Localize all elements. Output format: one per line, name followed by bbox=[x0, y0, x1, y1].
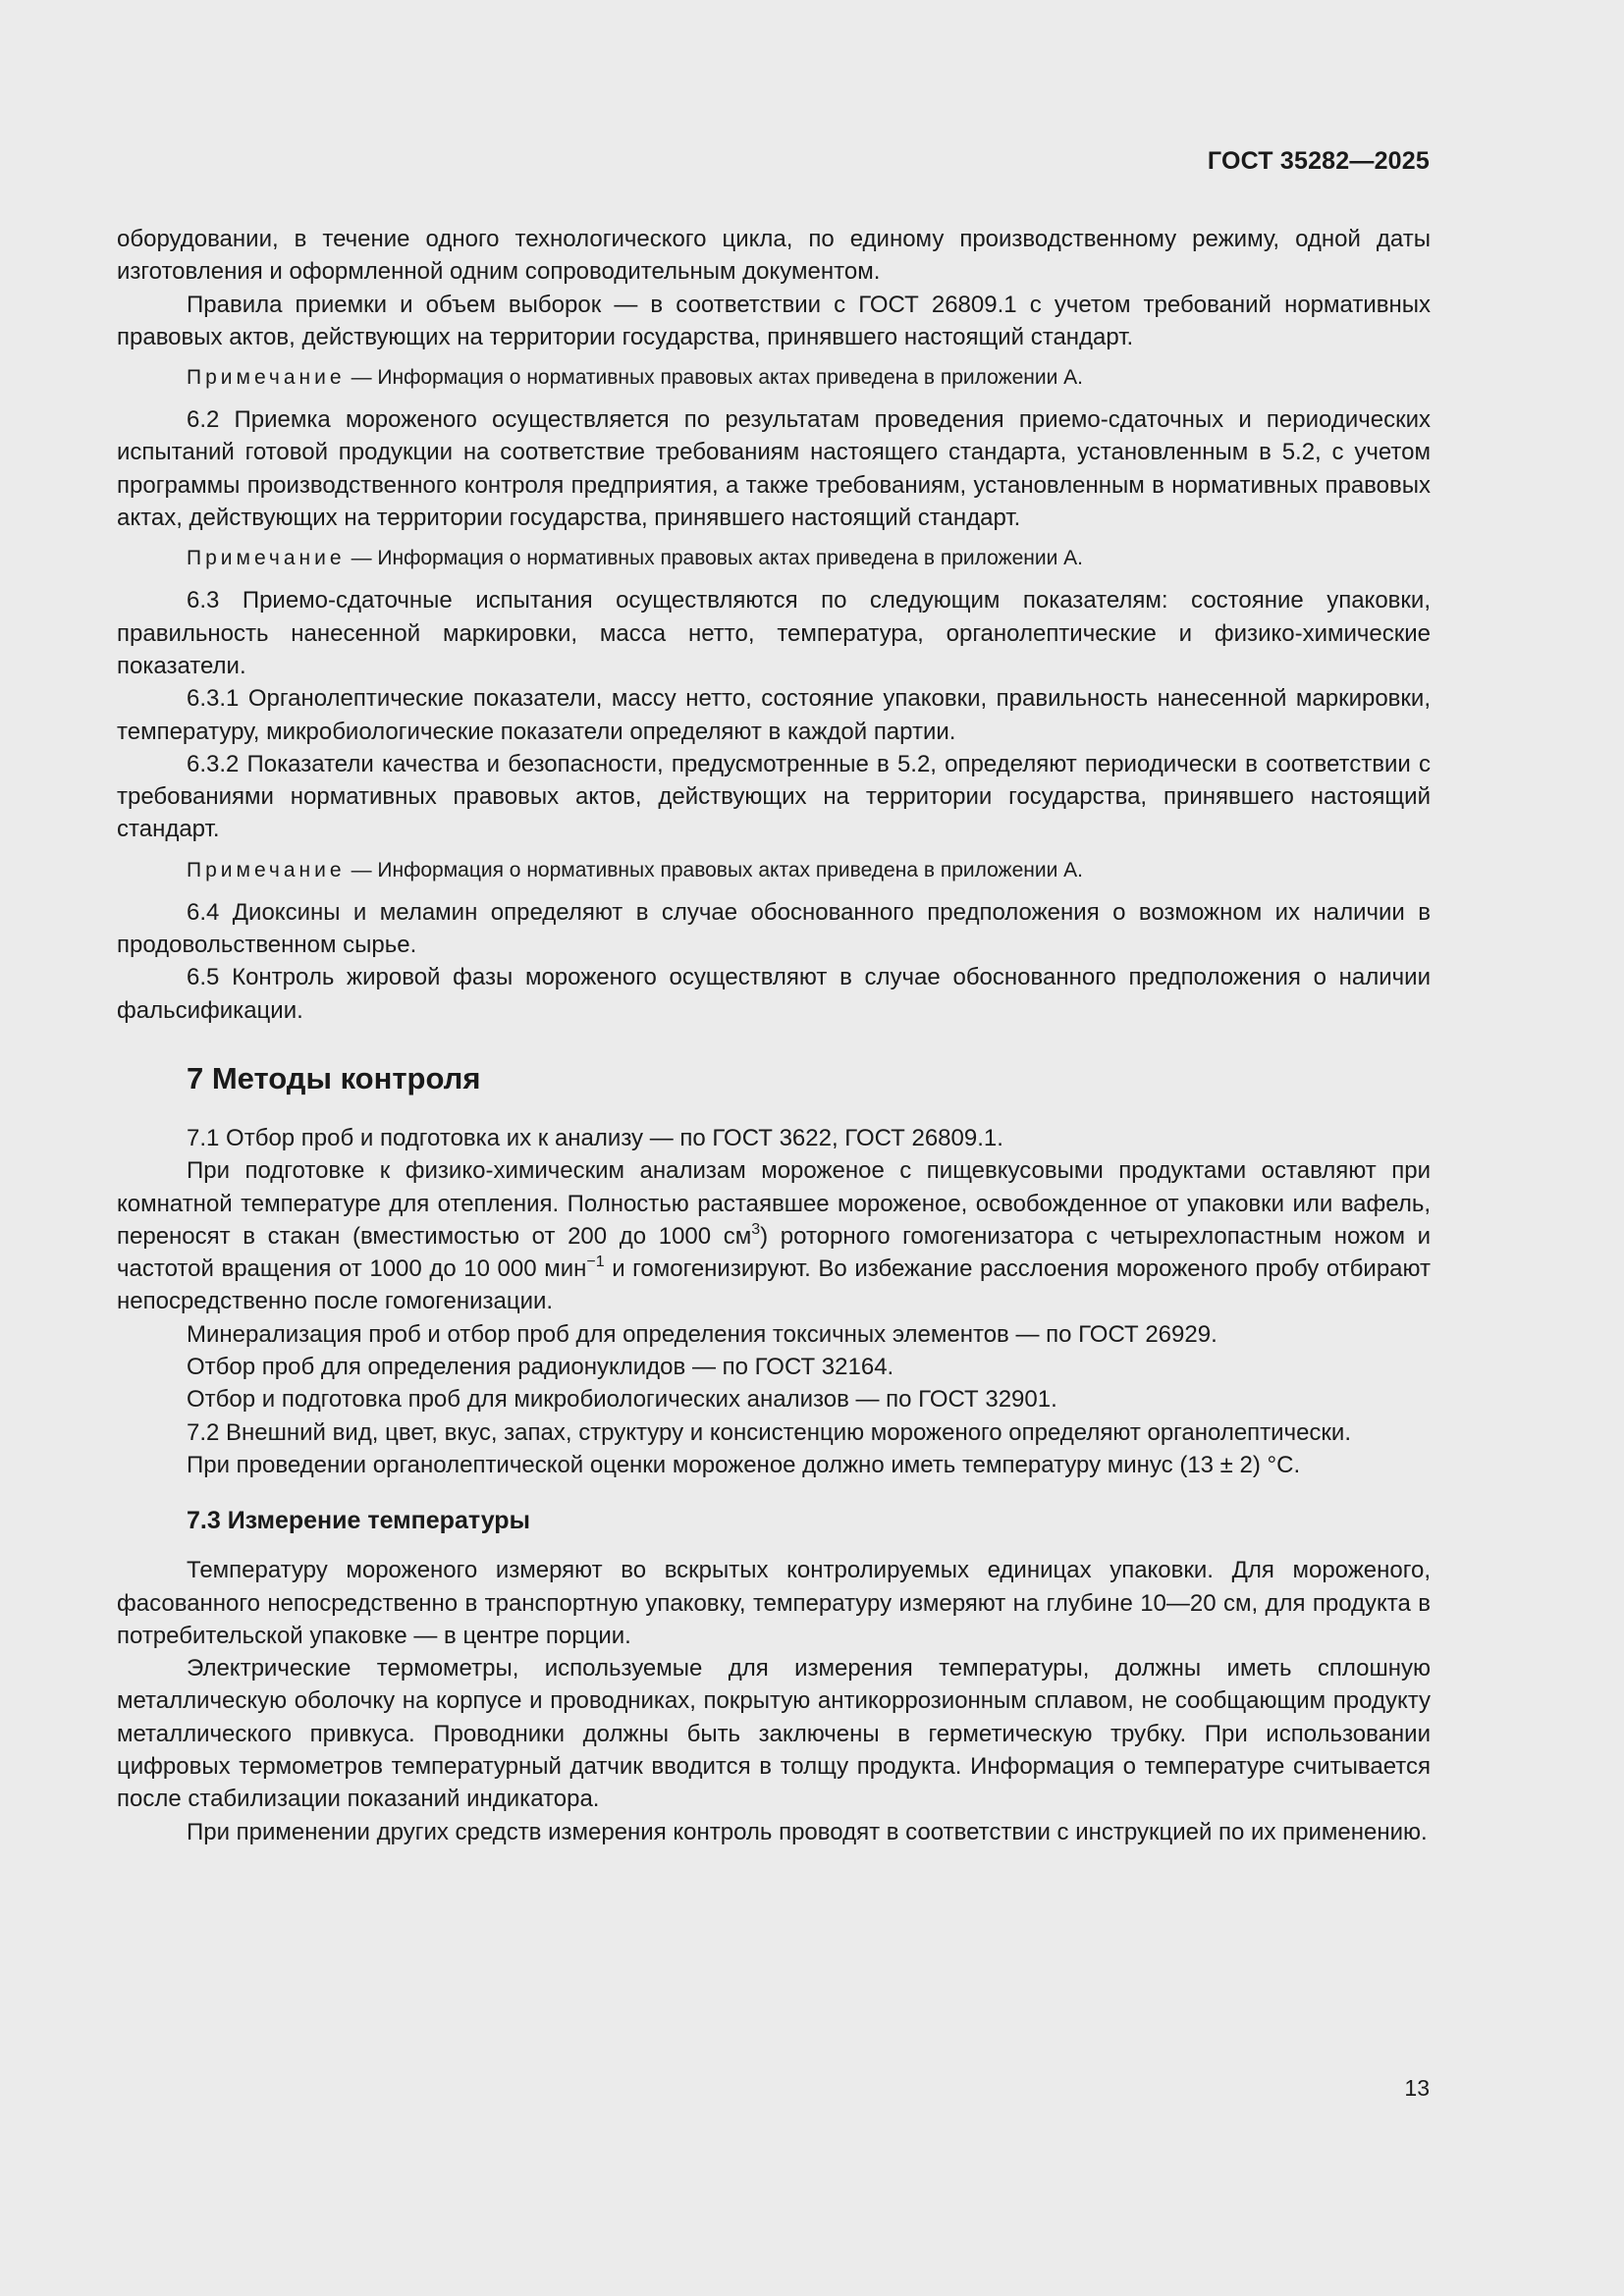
paragraph-intro: оборудовании, в течение одного технологического цикла, по единому производственному режиму, одной даты изготовления и оформленной одним сопроводительным документом. bbox=[117, 226, 1431, 286]
page-number: 13 bbox=[1404, 2075, 1430, 2101]
paragraph-acceptance-rules: Правила приемки и объем выборок — в соответствии с ГОСТ 26809.1 с учетом требований нормативных правовых актов, действующих на территории государства, принявшего настоящий стандарт. bbox=[117, 291, 1431, 350]
paragraph-mineralization: Минерализация проб и отбор проб для определения токсичных элементов — по ГОСТ 26929. bbox=[187, 1320, 1218, 1348]
page-body bbox=[117, 223, 1431, 1848]
paragraph-6-5: 6.5 Контроль жировой фазы мороженого осуществляют в случае обоснованного предположения о наличии фальсификации. bbox=[117, 964, 1431, 1024]
subsection-heading-7-3: 7.3 Измерение температуры bbox=[187, 1507, 530, 1535]
paragraph-temperature-3: При применении других средств измерения контроль проводят в соответствии с инструкцией по их применению. bbox=[187, 1818, 1428, 1845]
note-1 bbox=[117, 364, 1431, 392]
paragraph-6-3-2: 6.3.2 Показатели качества и безопасности, предусмотренные в 5.2, определяют периодически в соответствии с требованиями нормативных правовых актов, действующих на территории государства, принявшего настоящий стандарт. bbox=[117, 750, 1431, 843]
paragraph-radionuclides: Отбор проб для определения радионуклидов — по ГОСТ 32164. bbox=[187, 1354, 894, 1381]
note-label: Примечание bbox=[187, 547, 346, 570]
paragraph-organoleptic-temp: При проведении органолептической оценки мороженое должно иметь температуру минус (13 ± 2) °С. bbox=[187, 1451, 1301, 1478]
prep-text-a: При подготовке к физико-химическим анализам мороженое с пищевкусовыми продуктами оставляют при комнатной температуре для отепления. Полностью растаявшее мороженое, освобожденное от упаковки или вафель, переносят в стакан (вместимостью от 200 до 1000 см bbox=[117, 1157, 1431, 1250]
paragraph-7-1: 7.1 Отбор проб и подготовка их к анализу — по ГОСТ 3622, ГОСТ 26809.1. bbox=[187, 1124, 1003, 1151]
paragraph-sample-preparation bbox=[117, 1154, 1431, 1317]
note-text: — Информация о нормативных правовых актах приведена в приложении А. bbox=[351, 547, 1084, 570]
note-3 bbox=[117, 857, 1431, 884]
note-text: — Информация о нормативных правовых актах приведена в приложении А. bbox=[351, 366, 1084, 390]
paragraph-microbiology: Отбор и подготовка проб для микробиологических анализов — по ГОСТ 32901. bbox=[187, 1386, 1057, 1414]
paragraph-temperature-2: Электрические термометры, используемые для измерения температуры, должны иметь сплошную металлическую оболочку на корпусе и проводниках, покрытую антикоррозионным сплавом, не сообщающим продукту металлического привкуса. Проводники должны быть заключены в герметическую трубку. При использовании цифровых термометров температурный датчик вводится в толщу продукта. Информация о температуре считывается после стабилизации показаний индикатора. bbox=[117, 1655, 1431, 1813]
note-text: — Информация о нормативных правовых актах приведена в приложении А. bbox=[351, 858, 1084, 881]
paragraph-6-3: 6.3 Приемо-сдаточные испытания осуществляются по следующим показателям: состояние упаковки, правильность нанесенной маркировки, масса нетто, температура, органолептические и физико-химические показатели. bbox=[117, 587, 1431, 679]
document-id: ГОСТ 35282—2025 bbox=[1207, 147, 1430, 175]
prep-text-c: и гомогенизируют. Во избежание расслоения мороженого пробу отбирают непосредственно после гомогенизации. bbox=[117, 1255, 1431, 1315]
paragraph-7-2: 7.2 Внешний вид, цвет, вкус, запах, структуру и консистенцию мороженого определяют органолептически. bbox=[187, 1418, 1351, 1446]
note-2 bbox=[117, 545, 1431, 572]
note-label: Примечание bbox=[187, 858, 346, 881]
paragraph-6-2: 6.2 Приемка мороженого осуществляется по результатам проведения приемо-сдаточных и периодических испытаний готовой продукции на соответствие требованиям настоящего стандарта, установленным в 5.2, с учетом программы производственного контроля предприятия, а также требованиям, установленным в нормативных правовых актах, действующих на территории государства, принявшего настоящий стандарт. bbox=[117, 406, 1431, 532]
prep-superscript-cubic: 3 bbox=[751, 1220, 761, 1238]
prep-superscript-minus-one: −1 bbox=[586, 1254, 605, 1271]
paragraph-6-4: 6.4 Диоксины и меламин определяют в случае обоснованного предположения о возможном их наличии в продовольственном сырье. bbox=[117, 898, 1431, 959]
section-heading-7: 7 Методы контроля bbox=[187, 1060, 481, 1095]
paragraph-temperature-1: Температуру мороженого измеряют во вскрытых контролируемых единицах упаковки. Для мороженого, фасованного непосредственно в транспортную упаковку, температуру измеряют на глубине 10—20 см, для продукта в потребительской упаковке — в центре порции. bbox=[117, 1557, 1431, 1649]
prep-text-b: ) роторного гомогенизатора с четырехлопастным ножом и частотой вращения от 1000 до 10 000 мин bbox=[117, 1222, 1431, 1283]
paragraph-6-3-1: 6.3.1 Органолептические показатели, массу нетто, состояние упаковки, правильность нанесенной маркировки, температуру, микробиологические показатели определяют в каждой партии. bbox=[117, 685, 1431, 745]
note-label: Примечание bbox=[187, 366, 346, 390]
